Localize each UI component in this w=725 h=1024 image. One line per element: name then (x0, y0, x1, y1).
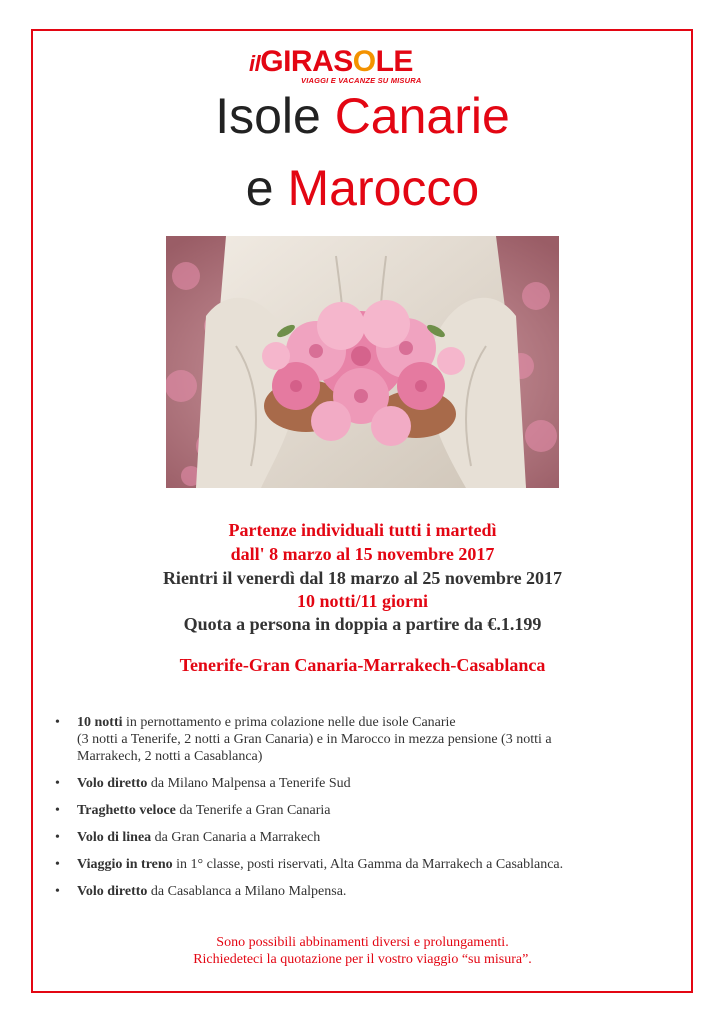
list-item: • Traghetto veloce da Tenerife a Gran Canaria (55, 803, 331, 818)
brand-logo (249, 47, 471, 87)
list-item: • Volo di linea da Gran Canaria a Marrakech (55, 830, 321, 845)
bullet-icon: • (55, 776, 60, 791)
duration-text: 10 notti/11 giorni (296, 591, 428, 611)
list-item: • Volo diretto da Milano Malpensa a Tenerife Sud (55, 776, 351, 791)
logo-tagline: VIAGGI E VACANZE SU MISURA (301, 76, 422, 85)
list-item: • Viaggio in treno in 1° classe, posti riservati, Alta Gamma da Marrakech a Casablanca. (55, 857, 564, 872)
departures-text: Partenze individuali tutti i martedì (228, 520, 497, 540)
logo-wordmark: ilGIRASOLE (249, 45, 413, 78)
footer-note-line1: Sono possibili abbinamenti diversi e prolungamenti. (216, 935, 509, 950)
itinerary-list (55, 714, 655, 910)
bullet-icon: • (55, 830, 60, 845)
bullet-icon: • (55, 857, 60, 872)
price-text: Quota a persona in doppia a partire da €.1.199 (183, 614, 542, 634)
page-title-line1: Isole Canarie (215, 88, 510, 144)
returns-text: Rientri il venerdì dal 18 marzo al 25 novembre 2017 (162, 568, 563, 588)
bullet-icon: • (55, 715, 60, 730)
list-item: • 10 notti in pernottamento e prima colazione nelle due isole Canarie (3 notti a Tenerife, 2 notti a Gran Canaria) e in Marocco in mezza pensione (3 notti a Marrakech, 2 notti a Casablanca) (55, 715, 552, 764)
page-title-line2: e Marocco (245, 160, 480, 216)
route-text: Tenerife-Gran Canaria-Marrakech-Casablanca (179, 655, 546, 675)
rose-petals-in-hands-photo (166, 236, 559, 488)
bullet-icon: • (55, 884, 60, 899)
period-text: dall' 8 marzo al 15 novembre 2017 (230, 544, 495, 564)
footer-note-line2: Richiedeteci la quotazione per il vostro viaggio “su misura”. (193, 952, 532, 967)
list-item: • Volo diretto da Casablanca a Milano Malpensa. (55, 884, 347, 899)
bullet-icon: • (55, 803, 60, 818)
